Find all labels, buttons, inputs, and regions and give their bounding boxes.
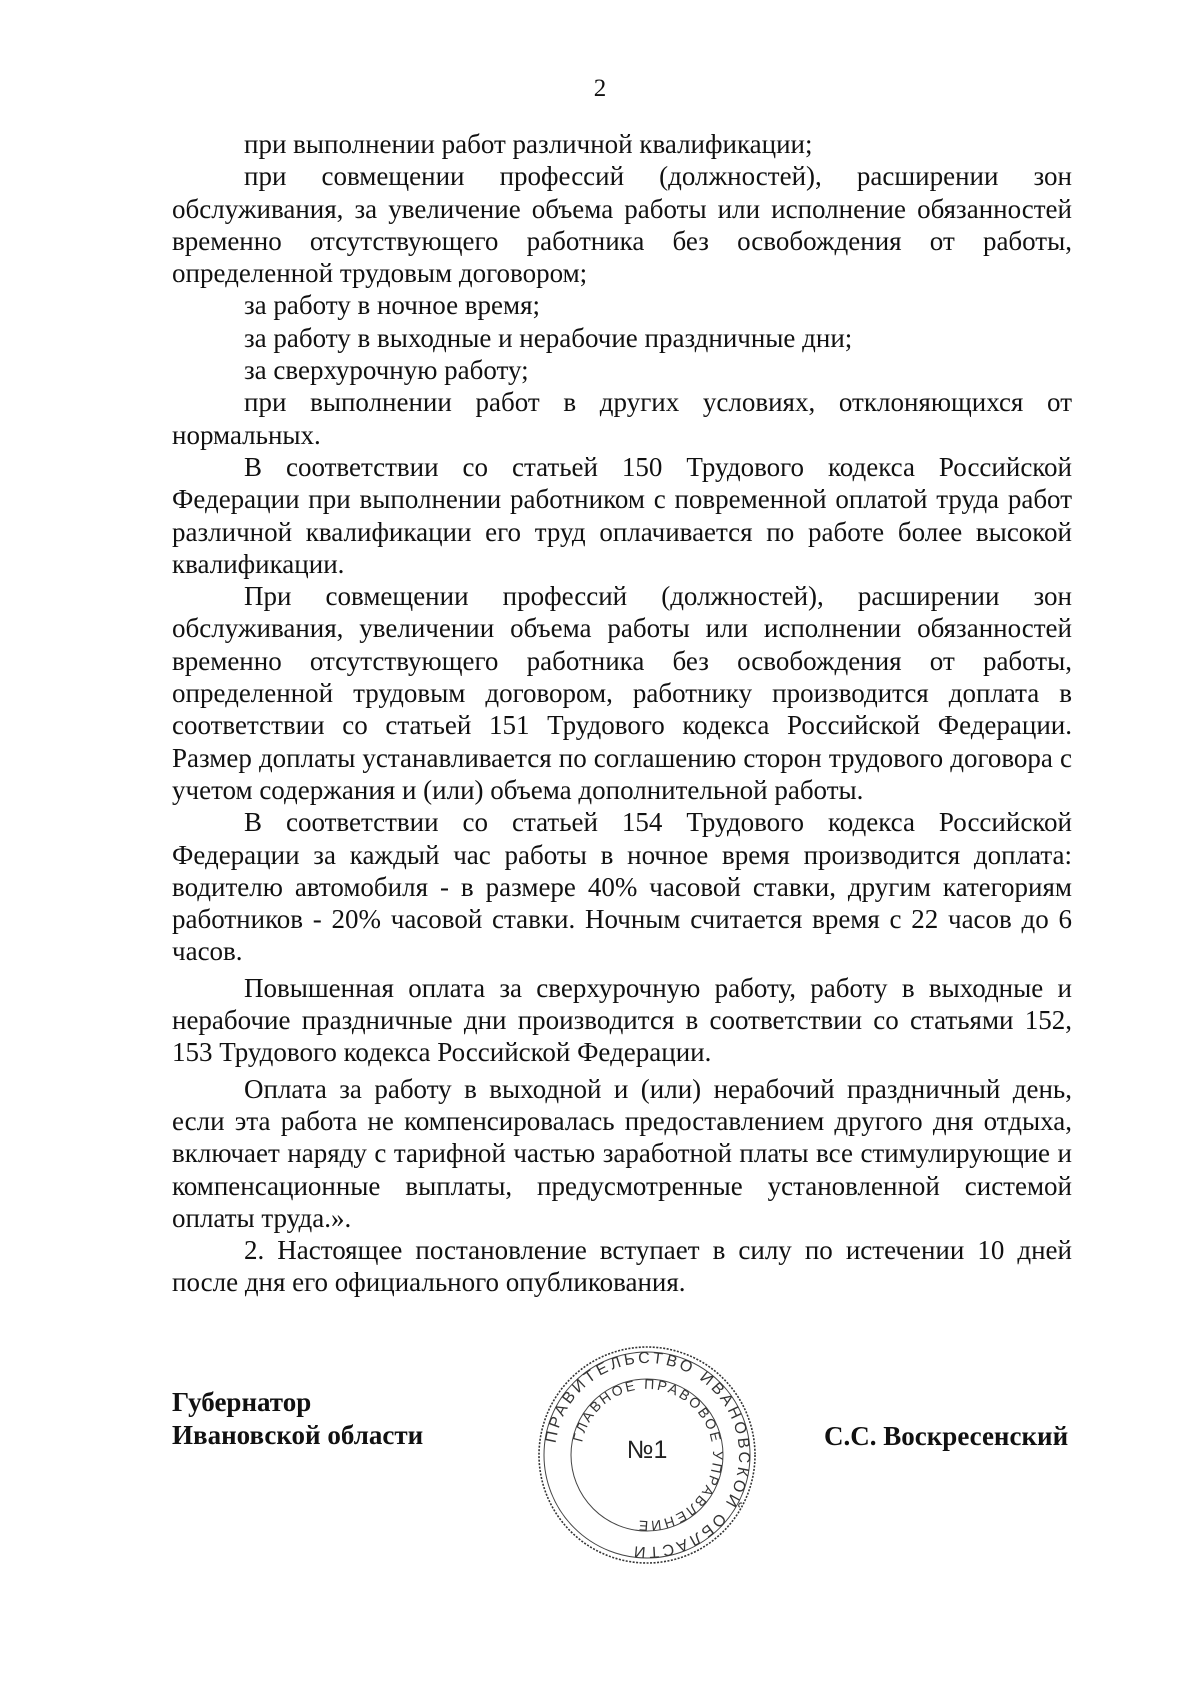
stamp-outer-text: ПРАВИТЕЛЬСТВО ИВАНОВСКОЙ ОБЛАСТИ — [542, 1349, 753, 1561]
paragraph: Повышенная оплата за сверхурочную работу, работу в выходные и нерабочие праздничные дни производится в соответствии со статьями 152, 153 Трудового кодекса Российской Федерации. — [172, 972, 1072, 1068]
paragraph: Оплата за работу в выходной и (или) нерабочий праздничный день, если эта работа не компенсировалась предоставлением другого дня отдыха, включает наряду с тарифной частью заработной платы все стимулирующие и компенсационные выплаты, предусмотренные установленной системой оплаты труда.». — [172, 1073, 1072, 1233]
paragraph: за работу в выходные и нерабочие праздничные дни; — [244, 322, 853, 353]
document-body — [172, 128, 1072, 1299]
paragraph: при совмещении профессий (должностей), расширении зон обслуживания, за увеличение объема работы или исполнение обязанностей временно отсутствующего работника без освобождения от работы, определенной трудовым договором; — [172, 161, 1072, 289]
official-stamp — [532, 1340, 762, 1570]
paragraph: В соответствии со статьей 150 Трудового кодекса Российской Федерации при выполнении работником с повременной оплатой труда работ различной квалификации его труд оплачивается по работе более высокой квалификации. — [172, 451, 1072, 579]
paragraph: При совмещении профессий (должностей), расширении зон обслуживания, увеличении объема работы или исполнении обязанностей временно отсутствующего работника без освобождения от работы, определенной трудовым договором, работнику производится доплата в соответствии со статьей 151 Трудового кодекса Российской Федерации. Размер доплаты устанавливается по соглашению сторон трудового договора с учетом содержания и (или) объема дополнительной работы. — [172, 581, 1072, 805]
signatory-title — [172, 1386, 423, 1452]
paragraph: 2. Настоящее постановление вступает в силу по истечении 10 дней после дня его официального опубликования. — [172, 1235, 1072, 1298]
paragraph: при выполнении работ различной квалификации; — [244, 129, 813, 159]
paragraph: В соответствии со статьей 154 Трудового кодекса Российской Федерации за каждый час работы в ночное время производится доплата: водителю автомобиля - в размере 40% часовой ставки, другим категориям работников - 20% часовой ставки. Ночным считается время с 22 часов до 6 часов. — [172, 807, 1072, 967]
signatory-name: С.С. Воскресенский — [824, 1421, 1069, 1451]
paragraph: за работу в ночное время; — [244, 290, 541, 321]
paragraph: за сверхурочную работу; — [244, 355, 529, 386]
stamp-inner-text: ГЛАВНОЕ ПРАВОВОЕ УПРАВЛЕНИЕ — [569, 1375, 727, 1535]
stamp-number: №1 — [626, 1436, 668, 1464]
signatory-position: Губернатор — [172, 1387, 312, 1417]
page-number: 2 — [593, 75, 607, 102]
signatory-region: Ивановской области — [172, 1420, 424, 1450]
paragraph: при выполнении работ в других условиях, отклоняющихся от нормальных. — [172, 387, 1072, 450]
